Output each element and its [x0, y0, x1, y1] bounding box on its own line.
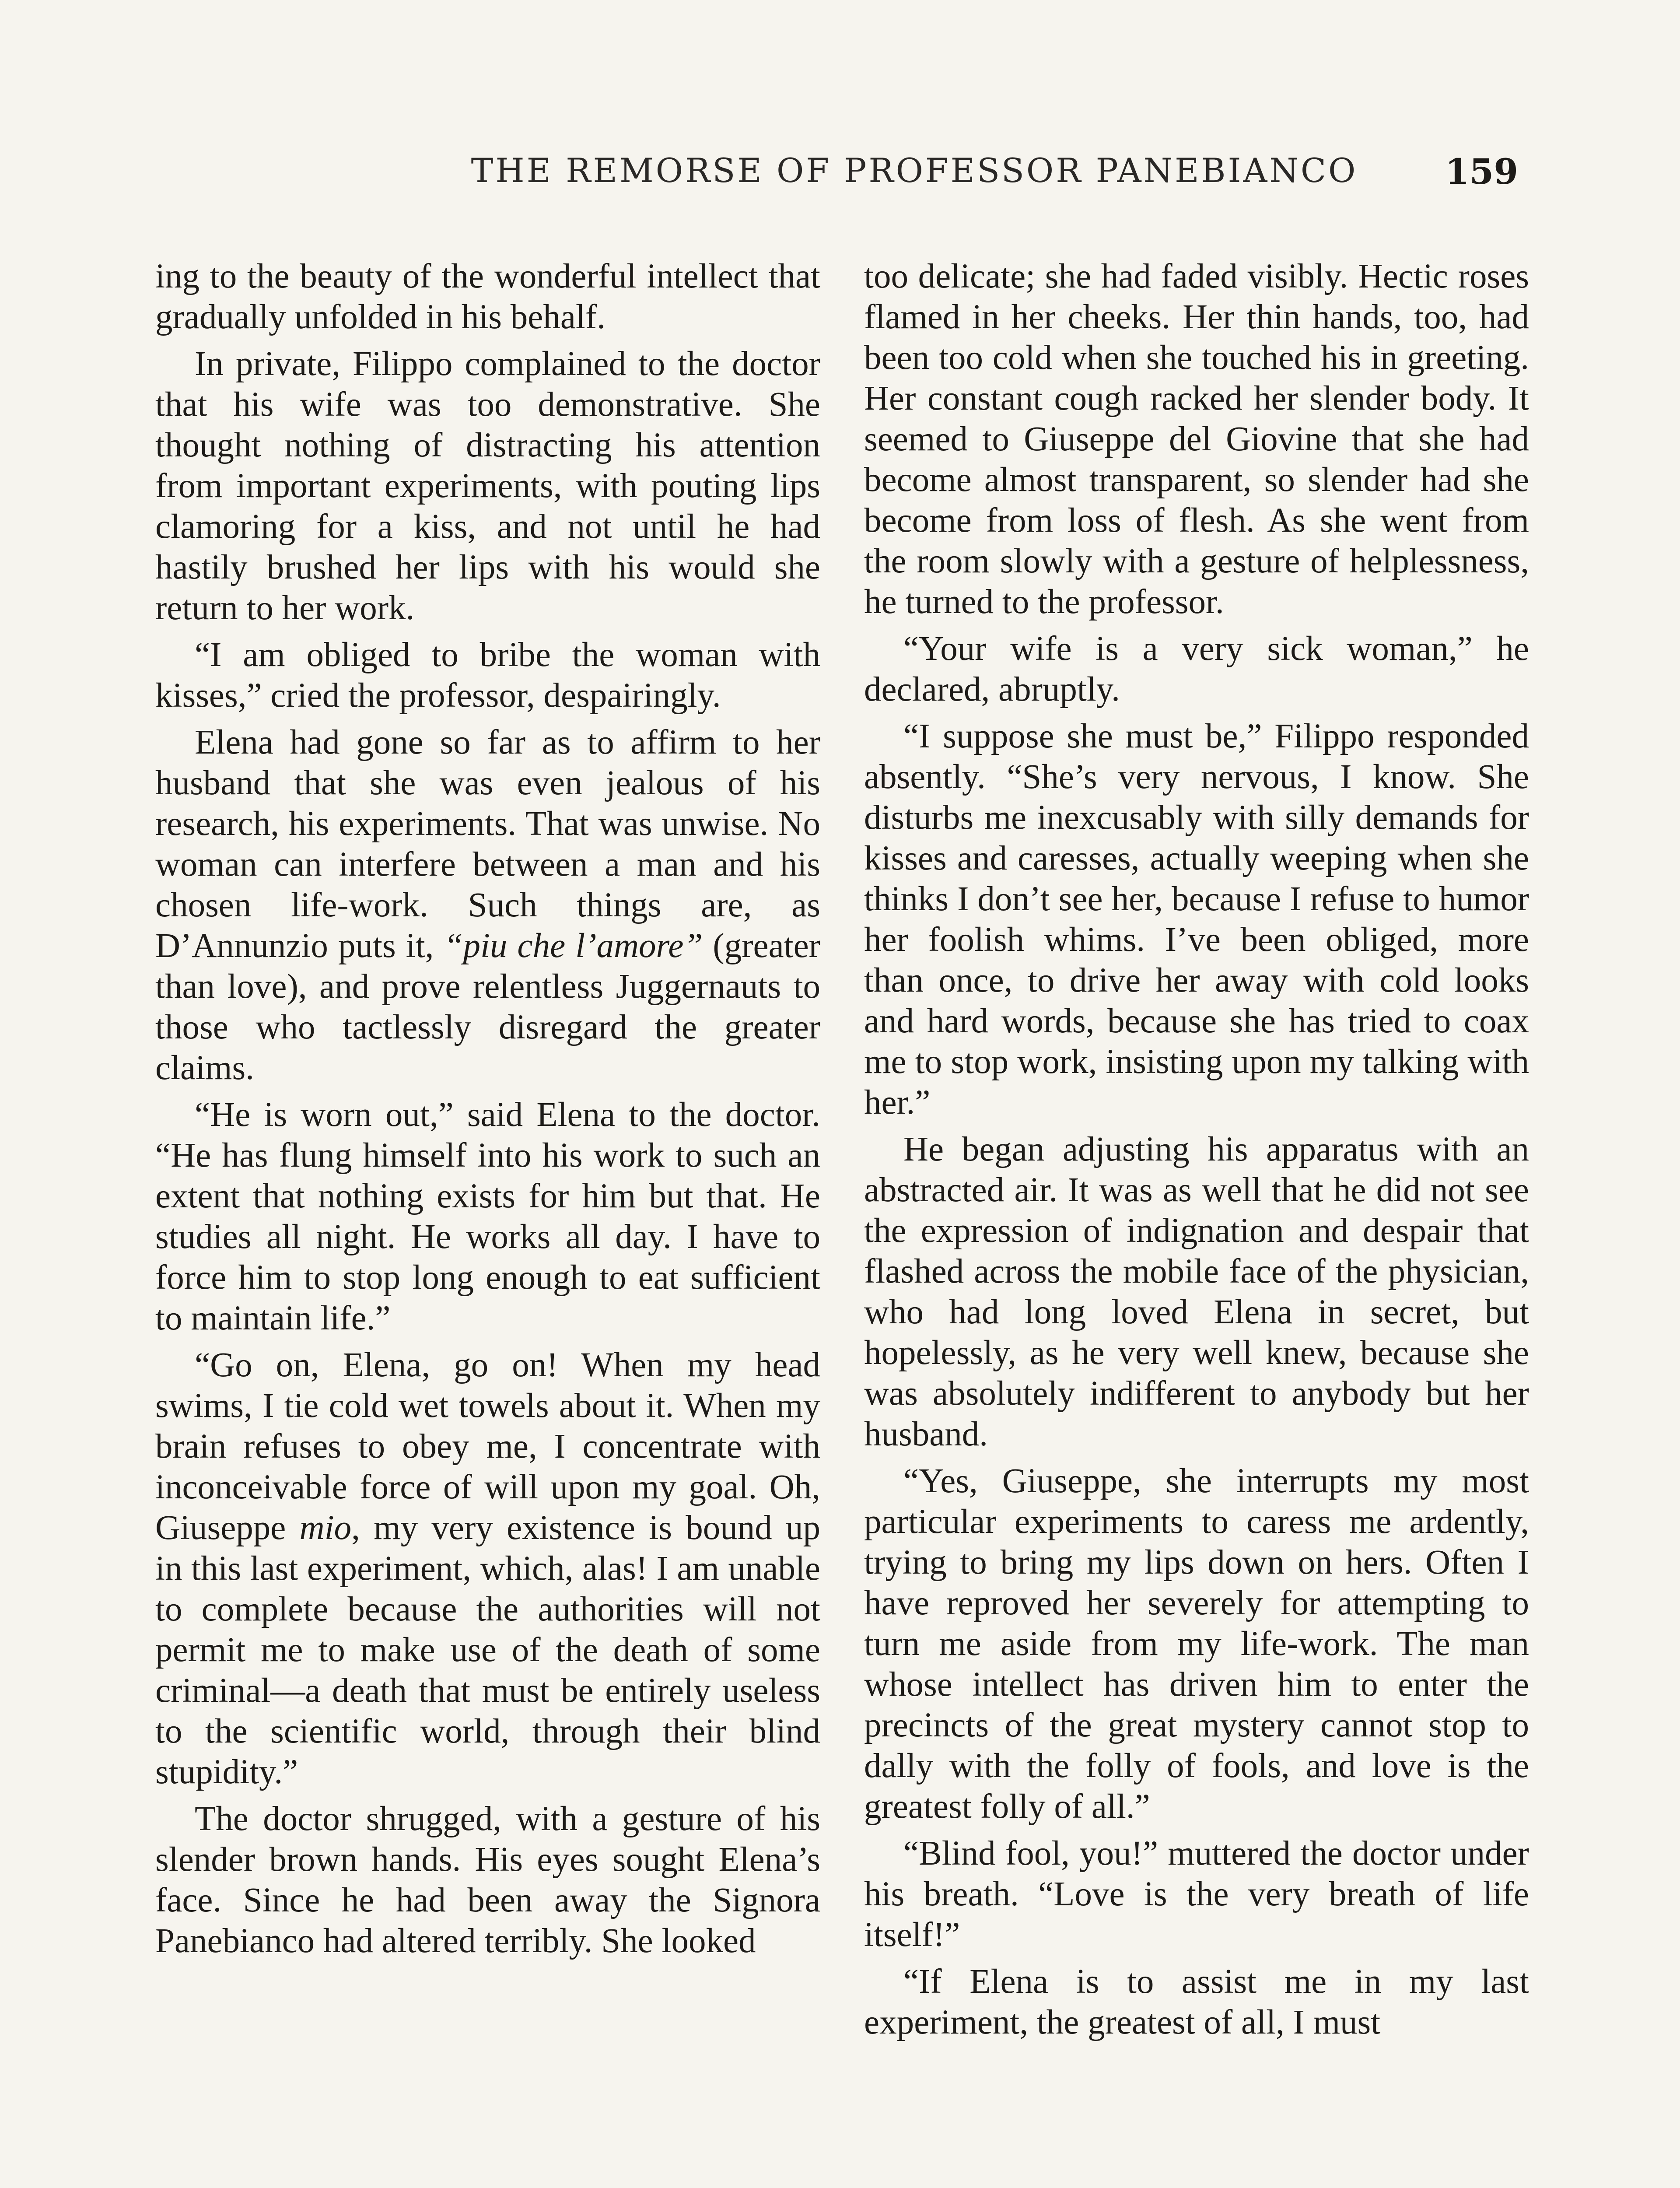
paragraph-text: “Go on, Elena, go on! When my head swims, I tie cold wet towels about it. When my brain refuses to obey me, I concentrate with inconceivable force of will upon my goal. Oh, Giuseppe: [155, 1346, 820, 1547]
italic-quote: “piu che l’amore”: [444, 927, 703, 965]
paragraph-text: , my very existence is bound up in this last experiment, which, alas! I am unable to complete because the authorities will not permit me to make use of the death of some criminal—a death that must be entirely useless to the scientific world, through their blind stupidity.”: [155, 1509, 820, 1791]
paragraph: [155, 722, 820, 1088]
page-number: 159: [1445, 151, 1518, 192]
paragraph: In private, Filippo complained to the doctor that his wife was too demonstrative. She thought nothing of distracting his attention from important experiments, with pouting lips clamoring for a kiss, and not until he had hastily brushed her lips with his would she return to her work.: [155, 345, 820, 627]
paragraph-text: (greater than love), and prove relentless Juggernauts to those who tactlessly disregard the greater claims.: [155, 927, 820, 1087]
paragraph: too delicate; she had faded visibly. Hectic roses flamed in her cheeks. Her thin hands, too, had been too cold when she touched his in greeting. Her constant cough racked her slender body. It seemed to Giuseppe del Giovine that she had become almost transparent, so slender had she become from loss of flesh. As she went from the room slowly with a gesture of helplessness, he turned to the professor.: [864, 257, 1529, 621]
paragraph-text: Elena had gone so far as to affirm to her husband that she was even jealous of his research, his experiments. That was unwise. No woman can interfere between a man and his chosen life-work. Such things are, as D’Annunzio puts it,: [155, 723, 820, 965]
paragraph: ing to the beauty of the wonderful intellect that gradually unfolded in his behalf.: [155, 257, 820, 336]
right-column: [864, 256, 1529, 2049]
paragraph: “Your wife is a very sick woman,” he declared, abruptly.: [864, 630, 1529, 708]
paragraph: “I suppose she must be,” Filippo responded absently. “She’s very nervous, I know. She disturbs me inexcusably with silly demands for kisses and caresses, actually weeping when she thinks I don’t see her, because I refuse to humor her foolish whims. I’ve been obliged, more than once, to drive her away with cold looks and hard words, because she has tried to coax me to stop work, insisting upon my talking with her.”: [864, 717, 1529, 1122]
running-head-title: THE REMORSE OF PROFESSOR PANEBIANCO: [471, 151, 1358, 190]
paragraph: “Blind fool, you!” muttered the doctor under his breath. “Love is the very breath of life itself!”: [864, 1834, 1529, 1954]
paragraph: He began adjusting his apparatus with an abstracted air. It was as well that he did not see the expression of indignation and despair that flashed across the mobile face of the physician, who had long loved Elena in secret, but hopelessly, as he very well knew, because she was absolutely indifferent to anybody but her husband.: [864, 1130, 1529, 1453]
left-column: [155, 256, 820, 1967]
paragraph: “He is worn out,” said Elena to the doctor. “He has flung himself into his work to such an extent that nothing exists for him but that. He studies all night. He works all day. I have to force him to stop long enough to eat sufficient to maintain life.”: [155, 1096, 820, 1337]
paragraph: “I am obliged to bribe the woman with kisses,” cried the professor, despairingly.: [155, 636, 820, 715]
italic-word: mio: [299, 1509, 352, 1547]
paragraph: “If Elena is to assist me in my last experiment, the greatest of all, I must: [864, 1963, 1529, 2041]
paragraph: [155, 1345, 820, 1792]
paragraph: The doctor shrugged, with a gesture of his slender brown hands. His eyes sought Elena’s face. Since he had been away the Signora Panebianco had altered terribly. She looked: [155, 1800, 820, 1960]
paragraph: “Yes, Giuseppe, she interrupts my most particular experiments to caress me ardently, trying to bring my lips down on hers. Often I have reproved her severely for attempting to turn me aside from my life-work. The man whose intellect has driven him to enter the precincts of the great mystery cannot stop to dally with the folly of fools, and love is the greatest folly of all.”: [864, 1462, 1529, 1826]
